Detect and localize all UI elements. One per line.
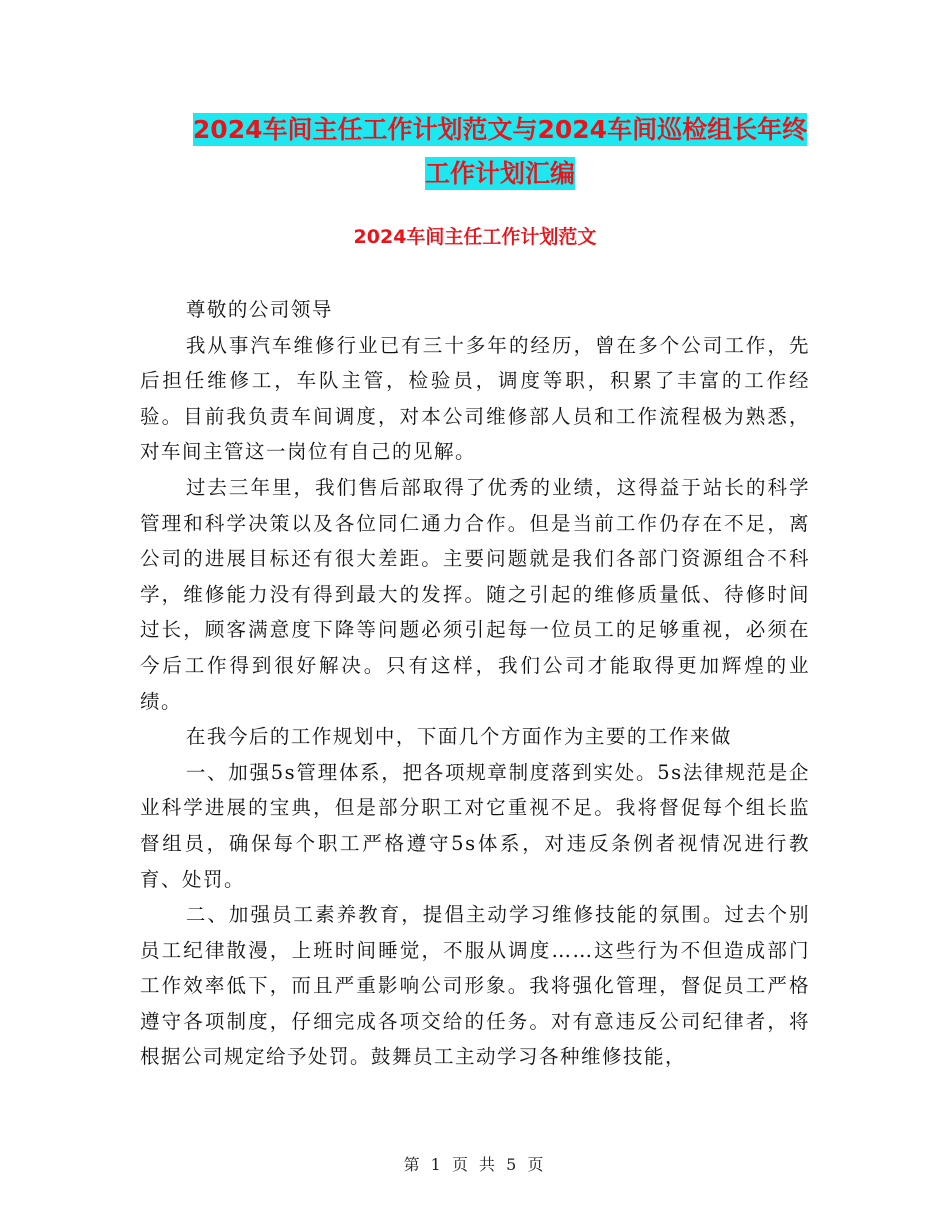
document-title-line-1: 2024车间主任工作计划范文与2024车间巡检组长年终 <box>192 115 808 144</box>
document-title <box>140 108 860 196</box>
paragraph: 在我今后的工作规划中，下面几个方面作为主要的工作来做 <box>185 725 732 749</box>
paragraph: 过去三年里，我们售后部取得了优秀的业绩，这得益于站长的科学管理和科学决策以及各位同仁通力合作。但是当前工作仍存在不足，离公司的进展目标还有很大差距。主要问题就是我们各部门资源组合不科学，维修能力没有得到最大的发挥。随之引起的维修质量低、待修时间过长，顾客满意度下降等问题必须引起每一位员工的足够重视，必须在今后工作得到很好解决。只有这样，我们公司才能取得更加辉煌的业绩。 <box>140 475 810 713</box>
page-footer: 第 1 页 共 5 页 <box>403 1155 547 1174</box>
paragraph: 我从事汽车维修行业已有三十多年的经历，曾在多个公司工作，先后担任维修工，车队主管，检验员，调度等职，积累了丰富的工作经验。目前我负责车间调度，对本公司维修部人员和工作流程极为熟悉，对车间主管这一岗位有自己的见解。 <box>140 333 810 464</box>
paragraph: 二、加强员工素养教育，提倡主动学习维修技能的氛围。过去个别员工纪律散漫，上班时间睡觉，不服从调度……这些行为不但造成部门工作效率低下，而且严重影响公司形象。我将强化管理，督促员工严格遵守各项制度，仔细完成各项交给的任务。对有意违反公司纪律者，将根据公司规定给予处罚。鼓舞员工主动学习各种维修技能， <box>140 903 810 1069</box>
paragraph-salutation: 尊敬的公司领导 <box>185 298 333 321</box>
section-title: 2024车间主任工作计划范文 <box>353 226 597 248</box>
document-body <box>140 292 810 1075</box>
document-title-line-2: 工作计划汇编 <box>424 159 575 188</box>
paragraph: 一、加强5s管理体系，把各项规章制度落到实处。5s法律规范是企业科学进展的宝典，但是部分职工对它重视不足。我将督促每个组长监督组员，确保每个职工严格遵守5s体系，对违反条例者视情况进行教育、处罚。 <box>140 760 810 891</box>
